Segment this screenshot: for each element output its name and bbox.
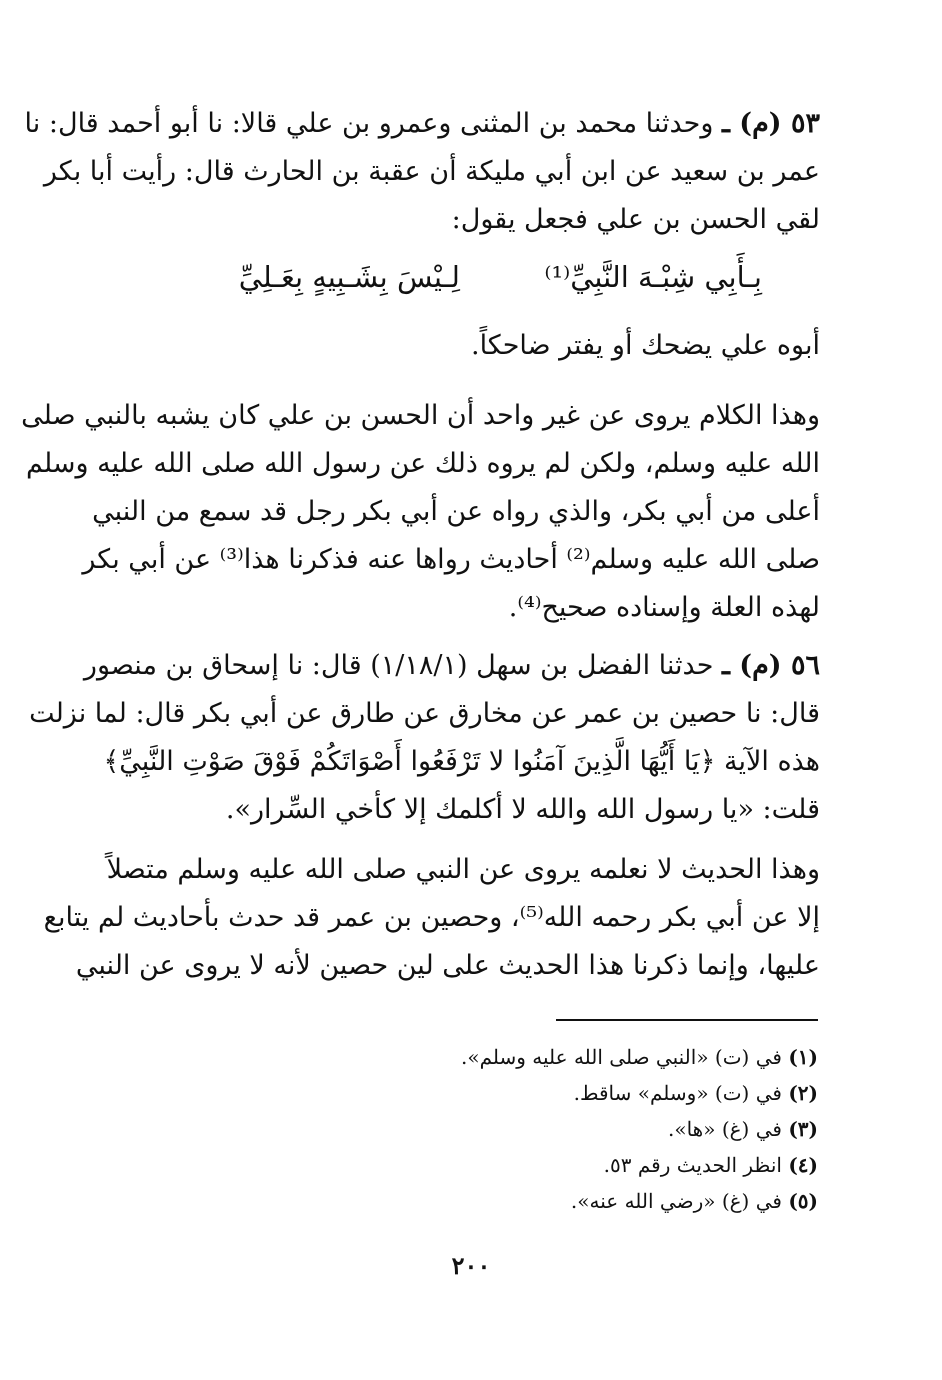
- commentary-56-line-1: وهذا الحديث لا نعلمه يروى عن النبي صلى الله عليه وسلم متصلاً: [106, 854, 820, 885]
- commentary-53-line-2: الله عليه وسلم، ولكن لم يروه ذلك عن رسول الله صلى الله عليه وسلم: [26, 448, 820, 479]
- commentary-56-line-2: إلا عن أبي بكر رحمه الله⁽⁵⁾، وحصين بن عمر قد حدث بأحاديث لم يتابع: [43, 902, 820, 933]
- footnote-4: [300, 1150, 818, 1182]
- commentary-53-line-5: لهذه العلة وإسناده صحيح⁽⁴⁾.: [508, 592, 820, 623]
- hadith-56-number: ٥٦ (م) ـ: [722, 650, 820, 681]
- commentary-53-line-4: صلى الله عليه وسلم⁽²⁾ أحاديث رواها عنه فذكرنا هذا⁽³⁾ عن أبي بكر: [82, 544, 820, 575]
- footnote-5-text: في (غ) «رضي الله عنه».: [570, 1189, 782, 1213]
- footnote-1: [300, 1042, 818, 1074]
- footnote-4-number: (٤): [788, 1153, 818, 1177]
- page-number: ٢٠٠: [451, 1251, 491, 1280]
- commentary-53-line-1: وهذا الكلام يروى عن غير واحد أن الحسن بن علي كان يشبه بالنبي صلى: [21, 400, 820, 431]
- footnote-separator: [556, 1019, 818, 1021]
- footnote-3-text: في (غ) «ها».: [667, 1117, 782, 1141]
- footnote-5-number: (٥): [788, 1189, 818, 1213]
- hadith-53-line-1: ٥٣ (م) ـ وحدثنا محمد بن المثنى وعمرو بن علي قالا: نا أبو أحمد قال: نا: [24, 108, 820, 139]
- hadith-53-line-3: لقي الحسن بن علي فجعل يقول:: [451, 204, 820, 235]
- hadith-56-line-2: قال: نا حصين بن عمر عن مخارق عن طارق عن أبي بكر قال: لما نزلت: [29, 698, 820, 729]
- hadith-53-number: ٥٣ (م) ـ: [722, 108, 820, 139]
- verse-first-hemistich: بِـأَبِي شِبْـهَ النَّبِيِّ⁽¹⁾: [544, 260, 762, 294]
- footnote-2-text: في (ت) «وسلم» ساقط.: [573, 1081, 782, 1105]
- hadith-56-line-3: هذه الآية ﴿يَا أَيُّهَا الَّذِينَ آمَنُوا لا تَرْفَعُوا أَصْوَاتَكُمْ فَوْقَ صَوْتِ النَّبِيِّ﴾: [103, 746, 820, 777]
- footnote-3-number: (٣): [788, 1117, 818, 1141]
- verse-second-hemistich: لِـيْسَ بِشَـبِيهٍ بِعَـلِيِّ: [238, 260, 460, 294]
- hadith-53-line-2: عمر بن سعيد عن ابن أبي مليكة أن عقبة بن الحارث قال: رأيت أبا بكر: [43, 156, 820, 187]
- footnote-4-text: انظر الحديث رقم ٥٣.: [603, 1153, 782, 1177]
- footnote-1-number: (١): [788, 1045, 818, 1069]
- footnote-2-number: (٢): [788, 1081, 818, 1105]
- footnote-2: [300, 1078, 818, 1110]
- footnote-5: [300, 1186, 818, 1218]
- commentary-56-line-3: عليها، وإنما ذكرنا هذا الحديث على لين حصين لأنه لا يروى عن النبي: [75, 950, 820, 981]
- footnote-3: [300, 1114, 818, 1146]
- footnote-1-text: في (ت) «النبي صلى الله عليه وسلم».: [460, 1045, 782, 1069]
- commentary-53-line-3: أعلى من أبي بكر، والذي رواه عن أبي بكر رجل قد سمع من النبي: [92, 496, 820, 527]
- hadith-53-after-verse: أبوه علي يضحك أو يفتر ضاحكاً.: [470, 330, 820, 361]
- hadith-56-line-1: ٥٦ (م) ـ حدثنا الفضل بن سهل (١/١٨/١) قال: نا إسحاق بن منصور: [83, 650, 820, 681]
- hadith-56-line-4: قلت: «يا رسول الله والله لا أكلمك إلا كأخي السِّرار».: [225, 794, 820, 825]
